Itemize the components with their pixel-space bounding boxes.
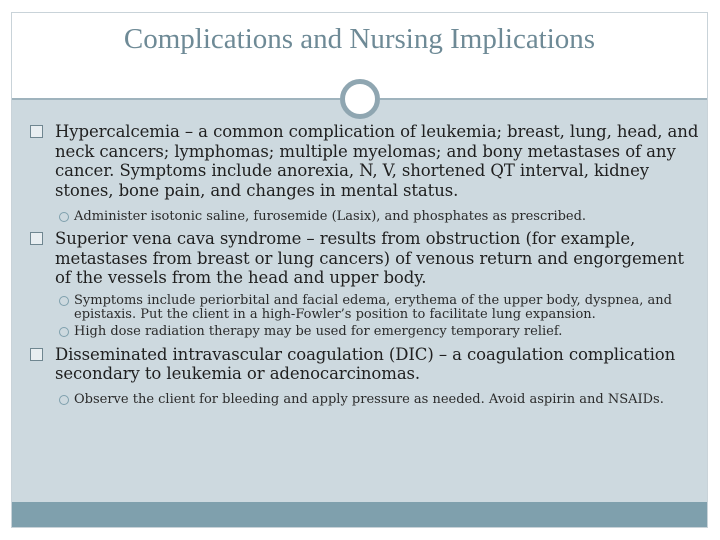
divider-circle-ornament <box>340 79 380 119</box>
square-bullet-icon <box>30 232 43 245</box>
circle-bullet-icon <box>59 395 69 405</box>
sub-bullet-text: Symptoms include periorbital and facial edema, erythema of the upper body, dyspnea, and epistaxis. Put the client in a high-Fowler’s position to facilitate lung expansion. <box>74 292 672 322</box>
sub-bullet-item-radiation <box>30 325 700 339</box>
bullet-item-hypercalcemia <box>30 122 700 200</box>
bullet-list <box>30 122 700 407</box>
square-bullet-icon <box>30 125 43 138</box>
bullet-item-svc-syndrome <box>30 229 700 288</box>
bullet-text: Hypercalcemia – a common complication of leukemia; breast, lung, head, and neck cancers; lymphomas; multiple myelomas; and bony metastases of any cancer. Symptoms include anorexia, N, V, shortened QT interval, kidney stones, bone pain, and changes in mental status. <box>55 122 699 200</box>
slide-title: Complications and Nursing Implications <box>123 23 596 55</box>
bullet-text: Disseminated intravascular coagulation (DIC) – a coagulation complication secondary to leukemia or adenocarcinomas. <box>55 344 676 383</box>
circle-bullet-icon <box>59 327 69 337</box>
sub-bullet-item-treatment <box>30 210 700 224</box>
footer-bar <box>12 502 707 527</box>
bullet-item-dic <box>30 345 700 384</box>
bullet-text: Superior vena cava syndrome – results from obstruction (for example, metastases from breast or lung cancers) of venous return and engorgement of the vessels from the head and upper body. <box>55 229 684 287</box>
sub-bullet-item-observe <box>30 393 700 407</box>
square-bullet-icon <box>30 348 43 361</box>
sub-bullet-text: Observe the client for bleeding and apply pressure as needed. Avoid aspirin and NSAIDs. <box>74 391 664 407</box>
sub-bullet-item-symptoms <box>30 294 700 322</box>
sub-bullet-text: Administer isotonic saline, furosemide (Lasix), and phosphates as prescribed. <box>74 209 587 224</box>
circle-bullet-icon <box>59 296 69 306</box>
circle-bullet-icon <box>59 212 69 222</box>
sub-bullet-text: High dose radiation therapy may be used for emergency temporary relief. <box>74 323 563 339</box>
